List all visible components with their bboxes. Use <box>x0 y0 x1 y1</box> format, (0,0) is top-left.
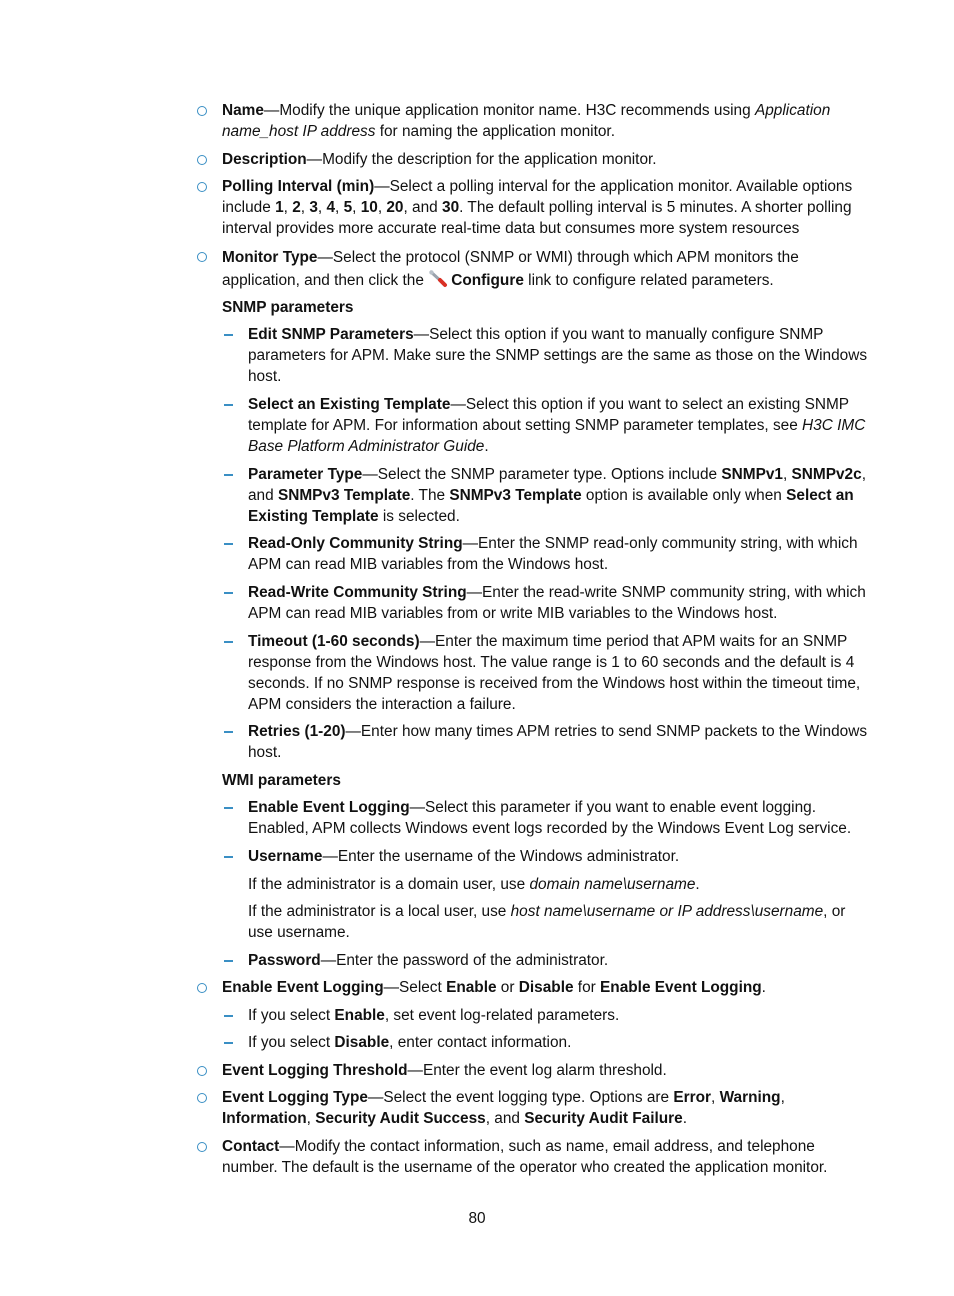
option-value: 30 <box>442 199 460 216</box>
separator: , and <box>403 199 443 216</box>
item-if-disable <box>248 1032 872 1053</box>
separator: , <box>335 199 344 216</box>
bullet-dash <box>224 592 233 594</box>
text: , set event log-related parameters. <box>384 1007 620 1024</box>
text: —Select the SNMP parameter type. Options include <box>362 466 722 483</box>
option-value: 5 <box>343 199 353 216</box>
separator: , and <box>485 1110 525 1127</box>
text: —Select a polling interval for the application monitor. Available options include <box>222 178 853 216</box>
text: —Select the protocol (SNMP or WMI) through which APM monitors the application, and then click the <box>222 249 799 289</box>
text: . <box>761 979 766 996</box>
item-monitor-type <box>222 246 872 292</box>
option-value: 2 <box>292 199 301 216</box>
bullet-dash <box>224 334 233 336</box>
option-value: 4 <box>326 199 335 216</box>
separator: , <box>782 466 792 483</box>
text: link to configure related parameters. <box>523 272 774 289</box>
text: —Enter the event log alarm threshold. <box>407 1062 667 1079</box>
option-value: Enable <box>446 979 497 996</box>
separator: , <box>306 1110 316 1127</box>
bullet-dash <box>224 1015 233 1017</box>
emphasis: domain name\username <box>529 876 696 893</box>
term: Password <box>248 952 321 969</box>
item-read-write-community <box>248 582 872 624</box>
local-user-note <box>248 901 872 943</box>
term-polling-interval: Polling Interval (min) <box>222 178 375 195</box>
text: —Enter the username of the Windows administrator. <box>322 848 680 865</box>
bullet-circle <box>197 983 207 993</box>
text: If you select <box>248 1007 335 1024</box>
text: —Enter the password of the administrator. <box>320 952 609 969</box>
separator: , <box>711 1089 720 1106</box>
option-value: Enable Event Logging <box>600 979 762 996</box>
text: . <box>695 876 700 893</box>
separator: , <box>283 199 293 216</box>
bullet-dash <box>224 474 233 476</box>
bullet-dash <box>224 731 233 733</box>
item-retries <box>248 721 872 763</box>
option-value: Information <box>222 1110 307 1127</box>
term: Enable Event Logging <box>222 979 384 996</box>
item-timeout <box>248 631 872 715</box>
wrench-icon[interactable] <box>428 270 448 288</box>
emphasis: Application name_host IP address <box>222 102 831 140</box>
item-wmi-enable-event-logging <box>248 797 872 839</box>
option-value: Security Audit Success <box>315 1110 486 1127</box>
item-read-only-community <box>248 533 872 575</box>
page-number: 80 <box>468 1210 486 1227</box>
text: —Select this parameter if you want to enable event logging. Enabled, APM collects Windows event logs recorded by the Windows Event Log service. <box>248 799 852 837</box>
term: Enable Event Logging <box>248 799 410 816</box>
text: If the administrator is a local user, use <box>248 903 511 920</box>
item-contact <box>222 1136 872 1178</box>
text: —Enter the read-write SNMP community string, with which APM can read MIB variables from or write MIB variables to the Windows host. <box>248 584 866 622</box>
term: Parameter Type <box>248 466 363 483</box>
item-edit-snmp-parameters <box>248 324 872 387</box>
bullet-circle <box>197 1142 207 1152</box>
bullet-circle <box>197 252 207 262</box>
term: Event Logging Type <box>222 1089 368 1106</box>
bullet-circle <box>197 1066 207 1076</box>
emphasis: H3C IMC Base Platform Administrator Guide <box>248 417 866 455</box>
item-password <box>248 950 872 971</box>
emphasis: host name\username or IP address\username <box>510 903 824 920</box>
option-value: Warning <box>719 1089 781 1106</box>
item-parameter-type <box>248 464 872 527</box>
term: Timeout (1-60 seconds) <box>248 633 420 650</box>
term: Username <box>248 848 323 865</box>
text: , or use username. <box>248 903 846 941</box>
term: Retries (1-20) <box>248 723 346 740</box>
text: —Select this option if you want to select an existing SNMP template for APM. For information about setting SNMP parameter templates, see <box>248 396 849 434</box>
text: for <box>573 979 601 996</box>
term: Contact <box>222 1138 280 1155</box>
bullet-dash <box>224 1042 233 1044</box>
separator: , <box>780 1089 785 1106</box>
bullet-circle <box>197 106 207 116</box>
text: —Enter the maximum time period that APM waits for an SNMP response from the Windows host. The value range is 1 to 60 seconds and the default is 4 seconds. If no SNMP response is received from the Windows host within the timeout time, APM considers the interaction a failure. <box>248 633 861 713</box>
text: —Enter how many times APM retries to send SNMP packets to the Windows host. <box>248 723 868 761</box>
text: If you select <box>248 1034 335 1051</box>
text: —Enter the SNMP read-only community string, with which APM can read MIB variables from the Windows host. <box>248 535 858 573</box>
option-value: Disable <box>518 979 574 996</box>
separator: , <box>377 199 387 216</box>
bullet-dash <box>224 543 233 545</box>
term: Edit SNMP Parameters <box>248 326 414 343</box>
bullet-circle <box>197 1093 207 1103</box>
text: . The <box>410 487 450 504</box>
option-value: 3 <box>309 199 318 216</box>
separator: , <box>352 199 361 216</box>
item-select-existing-template <box>248 394 872 457</box>
term: Read-Write Community String <box>248 584 467 601</box>
text: —Select this option if you want to manually configure SNMP parameters for APM. Make sure the SNMP settings are the same as those on the Windows host. <box>248 326 868 385</box>
bullet-dash <box>224 856 233 858</box>
bullet-dash <box>224 807 233 809</box>
option-value: SNMPv1 <box>721 466 783 483</box>
term-name: Name <box>222 102 264 119</box>
option-value: Select an Existing Template <box>248 487 854 525</box>
wmi-parameters-heading: WMI parameters <box>222 772 341 789</box>
text: —Modify the description for the application monitor. <box>306 151 657 168</box>
text: . <box>484 438 489 455</box>
option-value: Enable <box>334 1007 385 1024</box>
item-username <box>248 846 872 867</box>
bullet-circle <box>197 155 207 165</box>
separator: , and <box>248 466 866 504</box>
option-value: SNMPv3 Template <box>277 487 411 504</box>
text: . The default polling interval is 5 minutes. A shorter polling interval provides more accurate real-time data but consumes more system resources <box>222 199 852 237</box>
term: Read-Only Community String <box>248 535 463 552</box>
text: . <box>682 1110 688 1127</box>
item-if-enable <box>248 1005 872 1026</box>
option-value: 1 <box>275 199 284 216</box>
separator: , <box>300 199 310 216</box>
term: Event Logging Threshold <box>222 1062 408 1079</box>
text: —Modify the contact information, such as name, email address, and telephone number. The default is the username of the operator who created the application monitor. <box>222 1138 828 1176</box>
bullet-dash <box>224 960 233 962</box>
text: If the administrator is a domain user, use <box>248 876 530 893</box>
item-event-logging-threshold <box>222 1060 872 1081</box>
item-polling-interval <box>222 176 872 239</box>
bullet-circle <box>197 182 207 192</box>
domain-user-note <box>248 874 872 895</box>
option-value: 20 <box>386 199 404 216</box>
text: for naming the application monitor. <box>375 123 615 140</box>
configure-link[interactable]: Configure <box>451 272 524 289</box>
term-description: Description <box>222 151 307 168</box>
item-event-logging-type <box>222 1087 872 1129</box>
option-value: Disable <box>334 1034 390 1051</box>
text: , enter contact information. <box>389 1034 572 1051</box>
item-enable-event-logging <box>222 977 872 998</box>
text: is selected. <box>378 508 460 525</box>
option-value: Error <box>673 1089 712 1106</box>
text: —Select the event logging type. Options are <box>367 1089 674 1106</box>
option-value: SNMPv2c <box>791 466 862 483</box>
item-name <box>222 100 872 142</box>
option-value: SNMPv3 Template <box>449 487 582 504</box>
option-value: Security Audit Failure <box>524 1110 683 1127</box>
snmp-parameters-heading: SNMP parameters <box>222 299 354 316</box>
text: option is available only when <box>581 487 787 504</box>
bullet-dash <box>224 404 233 406</box>
text: —Modify the unique application monitor name. H3C recommends using <box>263 102 755 119</box>
term-monitor-type: Monitor Type <box>222 249 318 266</box>
option-value: 10 <box>360 199 378 216</box>
bullet-dash <box>224 641 233 643</box>
text: or <box>496 979 519 996</box>
text: —Select <box>383 979 447 996</box>
item-description <box>222 149 872 170</box>
separator: , <box>317 199 327 216</box>
term: Select an Existing Template <box>248 396 451 413</box>
